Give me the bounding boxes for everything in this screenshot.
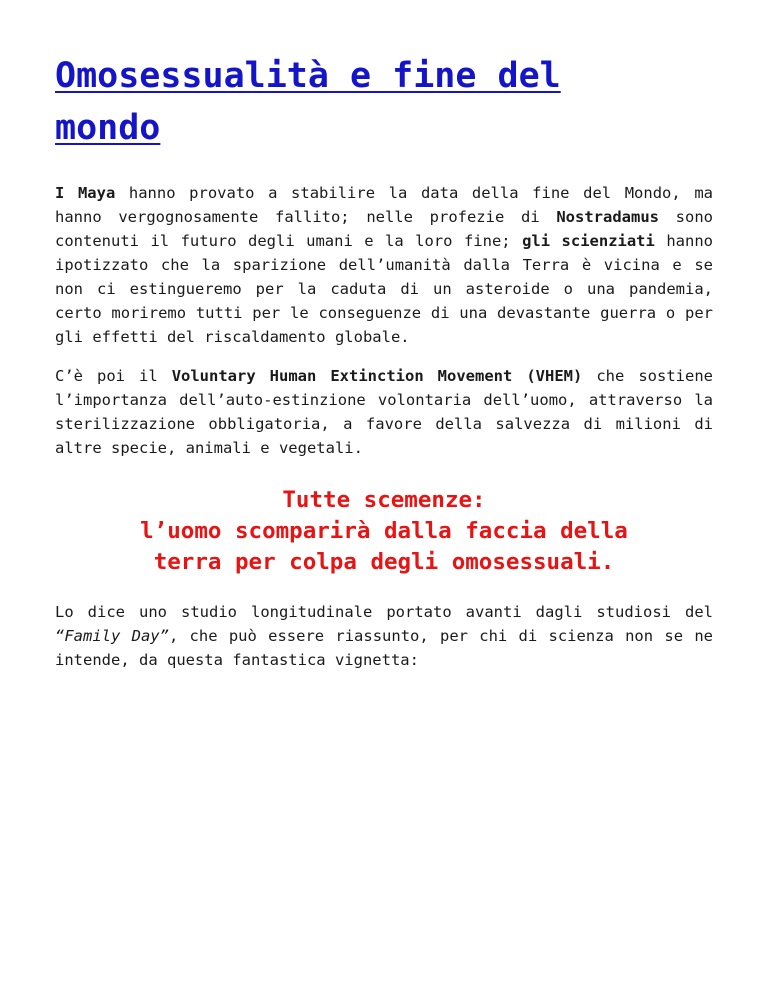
callout-line1: Tutte scemenze:: [282, 487, 486, 513]
text-segment: sono contenuti il futuro degli umani e la loro fine;: [55, 208, 713, 250]
text-segment: hanno provato a stabilire la data della fine del Mondo, ma hanno vergognosamente fallito; nelle profezie di: [55, 184, 713, 226]
text-segment: , che può essere riassunto, per chi di scienza non se ne intende, da questa fantastica vignetta:: [55, 627, 713, 669]
strong-nostradamus: Nostradamus: [556, 208, 659, 226]
paragraph-intro: [55, 181, 713, 349]
strong-vhem: Voluntary Human Extinction Movement (VHEM): [171, 367, 583, 385]
callout-line2: l’uomo scomparirà dalla faccia della: [140, 518, 628, 544]
emphasis-family-day: “Family Day”: [55, 627, 169, 645]
article-title: [55, 50, 713, 154]
article-title-link[interactable]: [55, 50, 713, 154]
paragraph-vhem: [55, 364, 713, 460]
text-segment: Lo dice uno studio longitudinale portato avanti dagli studiosi del: [55, 603, 713, 621]
text-segment: che sostiene l’importanza dell’auto-estinzione volontaria dell’uomo, attraverso la sterilizzazione obbligatoria, a favore della salvezza di milioni di altre specie, animali e vegetali.: [55, 367, 713, 457]
strong-scienziati: gli scienziati: [522, 232, 655, 250]
article-title-line1: Omosessualità e fine del: [55, 56, 561, 96]
callout-heading: [55, 485, 713, 578]
strong-maya: I Maya: [55, 184, 116, 202]
article-title-line2: mondo: [55, 108, 161, 148]
article: [55, 50, 713, 672]
paragraph-family-day: [55, 600, 713, 672]
callout-line3: terra per colpa degli omosessuali.: [153, 549, 615, 575]
text-segment: hanno ipotizzato che la sparizione dell’umanità dalla Terra è vicina e se non ci estingueremo per la caduta di un asteroide o una pandemia, certo moriremo tutti per le conseguenze di una devastante guerra o per gli effetti del riscaldamento globale.: [55, 232, 713, 346]
text-segment: C’è poi il: [55, 367, 172, 385]
